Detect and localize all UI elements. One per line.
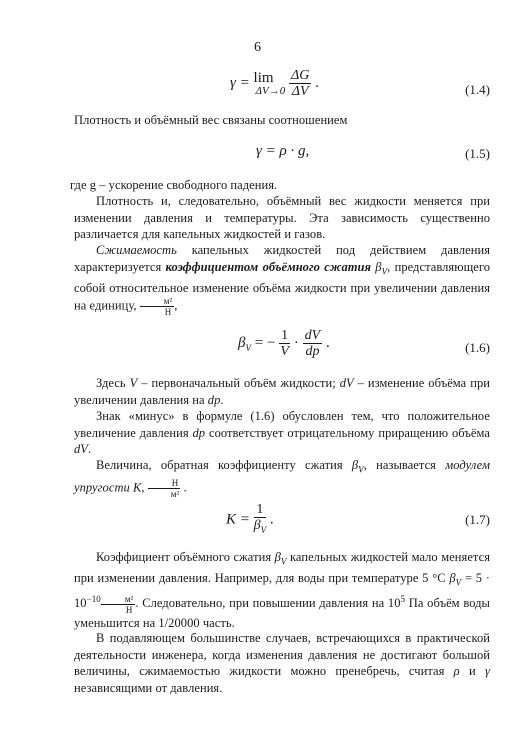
unit-fraction-m2-per-n <box>140 296 178 317</box>
eq-1-7-lhs: K = <box>226 511 254 528</box>
coef-c: капельных жидкостей мало меняется при изменении давления. Например, для воды при температуре 5 °С <box>74 550 490 585</box>
equation-number-1-4: (1.4) <box>465 82 490 97</box>
coef-unit-den: Н <box>125 604 133 615</box>
eq-1-4-tail: . <box>311 74 319 91</box>
term-elastic-modulus: модулем упругости K <box>74 458 490 495</box>
eq-1-6-f1-num: 1 <box>281 328 289 343</box>
para-here <box>74 375 490 408</box>
majority-c: независящими от давления. <box>74 680 223 695</box>
coef-beta: β <box>274 550 281 564</box>
majority-gamma: γ <box>485 664 490 678</box>
eq-1-4-lhs: γ = <box>230 74 254 91</box>
majority-a: В подавляющем большинстве случаев, встречающихся в практической деятельности инженера, когда изменения давления не достигают большой величины, сжимаемостью жидкости можно пренебречь, считая <box>74 631 490 678</box>
modulus-unit-num: Н <box>148 478 181 489</box>
para-majority <box>74 630 490 696</box>
modulus-e: . <box>180 480 187 495</box>
para-density-intro-text: Плотность и объёмный вес связаны соотношением <box>74 113 348 127</box>
coef-beta-2-sub: V <box>455 577 462 588</box>
majority-b: и <box>459 664 486 678</box>
majority-rho: ρ <box>453 664 460 678</box>
here-dv: dV <box>339 376 354 390</box>
page-number: 6 <box>254 40 261 55</box>
coef-f: . Следовательно, при повышении давления на 10 <box>135 596 401 611</box>
equation-number-1-6: (1.6) <box>465 340 490 355</box>
equation-1-7 <box>226 502 274 538</box>
eq-1-4-fraction <box>289 68 311 99</box>
modulus-c: , называется <box>363 458 446 472</box>
equation-1-6 <box>238 328 330 359</box>
para-density-intro <box>74 112 490 129</box>
para-compressibility <box>74 242 490 317</box>
equation-1-5: γ = ρ · g, <box>256 143 310 159</box>
term-compression-coefficient: коэффициентом объёмного сжатия <box>165 259 372 274</box>
eq-1-6-lhs: β <box>238 334 246 351</box>
eq-1-7-den <box>254 518 266 538</box>
term-compressibility: Сжимаемость <box>96 243 177 257</box>
para-depends: Плотность и, следовательно, объёмный вес жидкости меняется при изменении давления и температуры. Эта зависимость существенно различается для капельных жидкостей и газов. <box>74 194 490 241</box>
eq-1-4-denominator: ΔV <box>291 84 309 99</box>
para-modulus <box>74 457 490 499</box>
eq-1-7-tail: . <box>266 511 274 528</box>
equation-number-1-7: (1.7) <box>465 512 490 527</box>
coef-g: Па объём воды уменьшится на 1/20000 часть. <box>74 596 491 630</box>
coef-e: = 5 · 10 <box>74 571 491 611</box>
here-dp: dp <box>207 392 221 407</box>
equation-number-1-5: (1.5) <box>465 146 490 161</box>
coef-unit-fraction <box>101 594 136 615</box>
here-b: – первоначальный объём жидкости; <box>137 376 340 390</box>
eq-1-7-fraction <box>254 502 266 538</box>
compress-text-1: капельных жидкостей под действием давления характеризуется <box>74 243 490 274</box>
minus-b: соответствует отрицательному приращению объёма <box>205 425 490 440</box>
minus-c: . <box>88 442 92 456</box>
eq-1-4-numerator: ΔG <box>290 68 310 83</box>
coef-unit-num: м² <box>101 594 136 605</box>
equation-1-4 <box>230 68 319 99</box>
modulus-beta-sub: V <box>358 464 364 475</box>
unit-den: Н <box>164 307 172 317</box>
here-a: Здесь <box>96 376 130 390</box>
here-d: . <box>220 392 224 407</box>
eq-1-6-fraction-2 <box>303 328 323 359</box>
eq-1-6-f1-den: V <box>280 344 289 359</box>
minus-a: Знак «минус» в формуле (1.6) обусловлен тем, что положительное увеличение давления <box>74 409 490 440</box>
eq-1-6-dot: · <box>290 334 303 351</box>
modulus-beta: β <box>351 458 359 472</box>
para-minus-sign <box>74 408 490 458</box>
eq-1-4-lim-sub: ΔV→0 <box>255 84 286 97</box>
compress-text-2: , представляющего собой относительное изменение объёма жидкости при увеличении давления на единицу, <box>74 259 491 313</box>
para-coefficient <box>74 549 490 631</box>
eq-1-7-den-sub: V <box>260 524 267 535</box>
here-v: V <box>129 376 138 390</box>
eq-1-7-den-beta: β <box>253 518 261 533</box>
eq-1-4-limit <box>254 71 286 97</box>
minus-dv: dV <box>74 442 88 456</box>
eq-1-6-equals: = − <box>250 334 276 351</box>
coef-e-sup: −10 <box>86 594 101 604</box>
modulus-unit-den: м² <box>170 489 180 499</box>
eq-1-6-f2-den: dp <box>305 344 320 359</box>
eq-1-6-f2-num: dV <box>304 328 321 343</box>
compress-symbol-sub: V <box>381 266 388 276</box>
compress-end: , <box>174 298 178 313</box>
coef-a: Коэффициент объёмного сжатия <box>96 550 275 564</box>
unit-num: м² <box>140 296 175 307</box>
unit-fraction-n-per-m2 <box>148 478 181 499</box>
coef-beta-2: β <box>449 571 456 585</box>
modulus-a: Величина, обратная коэффициенту сжатия <box>96 458 352 472</box>
compress-symbol: β <box>371 259 382 274</box>
eq-1-4-lim-word: lim <box>253 69 274 86</box>
eq-1-7-num: 1 <box>254 502 266 518</box>
coef-f-sup: 5 <box>400 594 406 604</box>
para-g-definition: где g – ускорение свободного падения. <box>70 178 278 192</box>
eq-1-6-tail: . <box>322 334 330 351</box>
here-c: – изменение объёма при увеличении давления на <box>74 376 490 407</box>
coef-beta-sub: V <box>280 556 287 567</box>
modulus-d: , <box>141 480 148 495</box>
minus-dp: dp <box>192 425 206 440</box>
eq-1-6-lhs-sub: V <box>245 342 251 353</box>
eq-1-6-fraction-1 <box>279 328 290 359</box>
